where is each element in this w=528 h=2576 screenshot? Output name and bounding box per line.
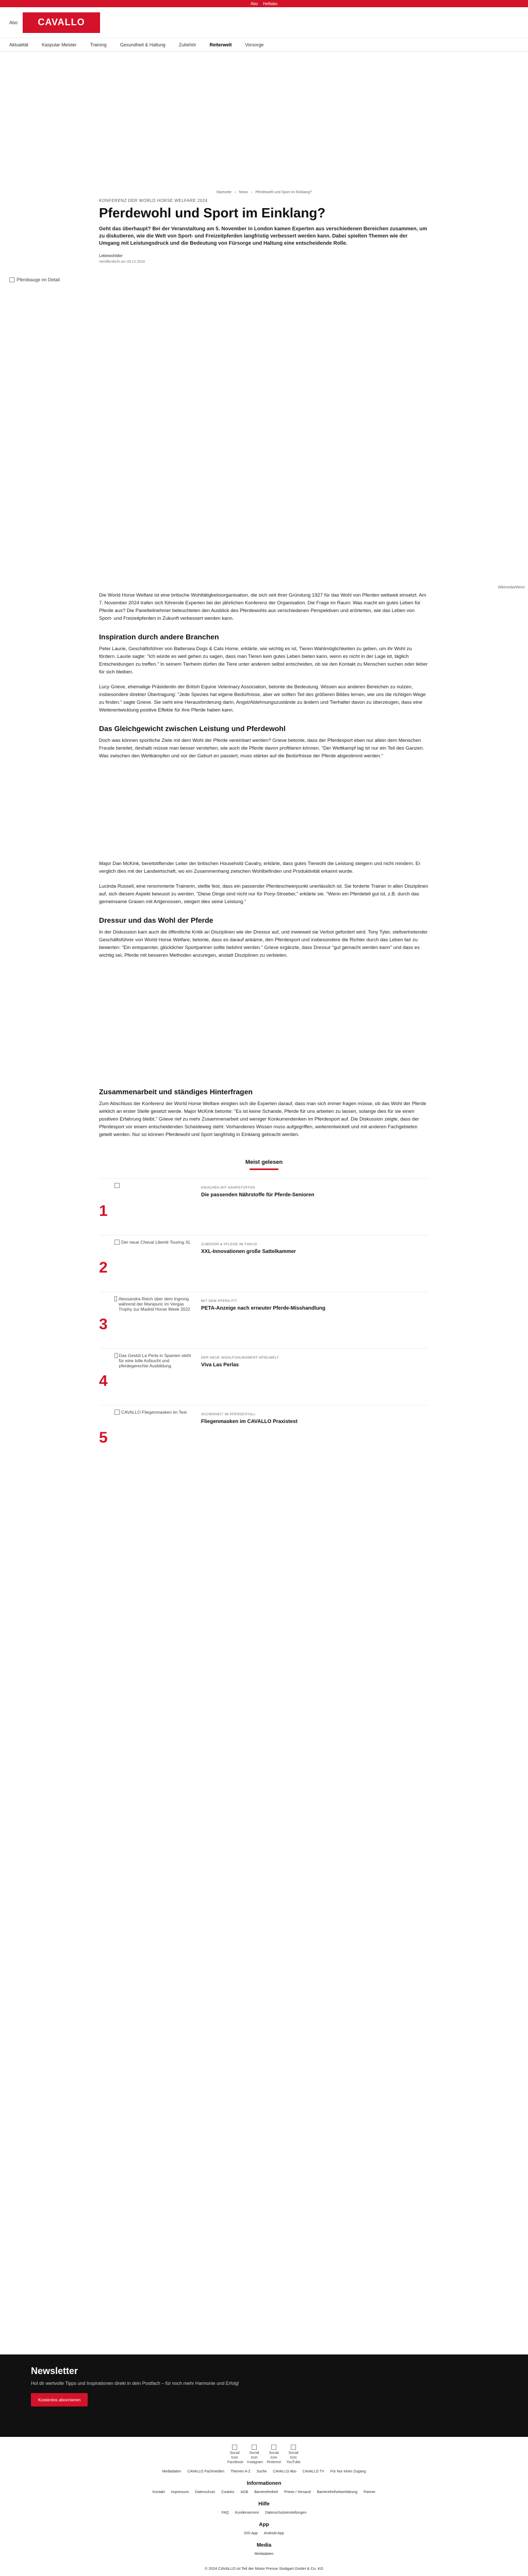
header — [0, 7, 528, 38]
footer-link[interactable]: FAQ — [221, 2511, 229, 2515]
article-date: Veröffentlicht am 09.12.2024 — [99, 260, 145, 264]
hero-image — [0, 277, 528, 591]
footer-link[interactable]: Preise / Versand — [284, 2490, 311, 2494]
newsletter-text: Hol dir wertvolle Tipps und Inspirationen direkt in dein Postfach – für noch mehr Harmonie und Erfolg! — [31, 2381, 239, 2386]
nav-item-kaspular-meister[interactable]: Kaspular Meister — [42, 42, 77, 47]
section-heading: Dressur und das Wohl der Pferde — [99, 916, 213, 924]
broken-image-icon — [114, 1240, 120, 1245]
main-nav — [0, 38, 528, 52]
social-icon-alt: Social Icon YouTube — [286, 2451, 301, 2464]
ad-slot-top — [0, 52, 528, 191]
article-paragraph: Peter Laurie, Geschäftsführer von Battersea Dogs & Cats Home, erklärte, wie wichtig es ist, Tieren Wahlmöglichkeiten zu geben, um ihr Wohl zu fördern. Laurie sagte: "Ich würde es weit gehen zu sagen, dass man Tieren kein gutes Leben bieten kann, wenn es nicht in der Lage ist, täglich Entscheidungen zu treffen." In seinem Tierheim dürfen die Tiere unter anderem selbst entscheiden, ob sie den Kontakt zu Menschen suchen oder lieber für sich bleiben. — [99, 646, 428, 675]
nav-item-training[interactable]: Training — [90, 42, 107, 47]
footer-link[interactable]: Mediadaten — [254, 2552, 274, 2556]
nav-item-reiterwelt[interactable]: Reiterwelt — [209, 42, 232, 47]
footer-link[interactable]: CAVALLO Abo — [273, 2470, 296, 2473]
hero-image-alt-text: Pferdeauge im Detail — [16, 277, 60, 282]
broken-image-icon — [114, 1296, 117, 1301]
article-paragraph: Doch was können sportliche Ziele mit dem Wohl der Pferde vereinbart werden? Grieve betonte, dass der Pferdesport eben nur allein dem Menschen Freude bereitet, deshalb müsse man besser verstehen, wie auch die Pferde davon profitieren können. "Der Wettkampf lag ist nur ein Teil des Ganzen. Was zwischen den Wettkämpfen und vor der Geburt en passiert, muss stärker auf die Bedürfnisse der Pferde abgestimmt werden." — [99, 738, 424, 759]
most-read-item[interactable] — [99, 1178, 429, 1235]
section-heading: Inspiration durch andere Branchen — [99, 633, 219, 641]
social-link[interactable] — [267, 2445, 281, 2465]
footer-hilfe-heading: Hilfe — [258, 2501, 270, 2507]
social-icon-alt: Social Icon Pinterest — [267, 2451, 281, 2464]
breadcrumb-news[interactable]: News — [239, 191, 248, 194]
ad-slot-inline — [99, 967, 429, 1077]
footer-links-app — [31, 2532, 497, 2535]
page-title: Pferdewohl und Sport im Einklang? — [99, 205, 326, 221]
most-read-title[interactable]: Fliegenmasken im CAVALLO Praxistest — [201, 1419, 298, 1425]
most-read-rank: 4 — [99, 1372, 108, 1389]
thumbnail-alt-text: CAVALLO Fliegenmasken im Test — [121, 1410, 187, 1415]
footer-link[interactable]: Mediadaten — [162, 2470, 182, 2473]
breadcrumb-home[interactable]: Startseite — [216, 191, 232, 194]
most-read-thumbnail[interactable] — [114, 1353, 197, 1399]
broken-image-icon — [114, 1410, 120, 1415]
nav-item-vorsorge[interactable]: Vorsorge — [245, 42, 264, 47]
broken-image-icon — [114, 1183, 120, 1188]
most-read-item[interactable] — [99, 1235, 429, 1292]
abo-link[interactable]: Abo — [9, 20, 18, 25]
footer-link[interactable]: iOS-App — [244, 2532, 258, 2535]
most-read-list — [99, 1178, 429, 1462]
most-read-accent-bar — [250, 1168, 278, 1170]
most-read-rank: 1 — [99, 1202, 108, 1219]
most-read-section — [99, 1159, 429, 1462]
most-read-thumbnail[interactable] — [114, 1410, 197, 1456]
article-author[interactable]: Lebewohlder — [99, 253, 123, 258]
social-link[interactable] — [286, 2445, 301, 2465]
article-teaser: Geht das überhaupt? Bei der Veranstaltung am 5. November in London kamen Experten aus verschiedenen Bereichen zusammen, um zu diskutieren, wie die Welt von Sport- und Freizeitpferden langfristig verbessert werden kann. Dabei spielten Themen wie der Umgang mit Leistungsdruck und die Bedeutung von Fürsorge und Haltung eine entscheidende Rolle. — [99, 226, 427, 246]
most-read-category: DER NEUE WOHLFÜHLMOMENT-SPIELWELT — [201, 1356, 279, 1360]
broken-image-icon — [9, 277, 14, 282]
section-heading: Das Gleichgewicht zwischen Leistung und Pferdewohl — [99, 724, 286, 733]
most-read-category: ZUBEHÖR & PFLEGE IM FOKUS — [201, 1243, 257, 1246]
footer-link[interactable]: Impressum — [171, 2490, 189, 2494]
site-logo[interactable]: CAVALLO — [23, 12, 100, 33]
footer-link[interactable]: CAVALLO TV — [302, 2470, 324, 2473]
most-read-heading: Meist gelesen — [245, 1159, 283, 1165]
footer-info-heading: Informationen — [246, 2481, 282, 2486]
footer-link[interactable]: Android-App — [263, 2532, 284, 2535]
breadcrumb-current: Pferdewohl und Sport im Einklang? — [255, 191, 312, 194]
most-read-item[interactable] — [99, 1292, 429, 1348]
most-read-title[interactable]: PETA-Anzeige nach erneuter Pferde-Misshandlung — [201, 1306, 325, 1311]
footer-link[interactable]: Partner — [364, 2490, 376, 2494]
footer-links-primary — [31, 2470, 497, 2473]
newsletter-block — [0, 2354, 528, 2437]
copyright: © 2024 CAVALLO ist Teil der Motor Presse Stuttgart GmbH & Co. KG — [204, 2566, 324, 2571]
most-read-item[interactable] — [99, 1348, 429, 1405]
most-read-category: SICHERHEIT IM PFERDESTALL — [201, 1413, 256, 1416]
footer-link[interactable]: Kundenservice — [235, 2511, 259, 2515]
hero-image-alt — [9, 277, 60, 282]
social-link[interactable] — [247, 2445, 261, 2465]
article — [99, 191, 429, 264]
social-icon-alt: Social Icon Instagram — [247, 2451, 263, 2464]
hero-image-credit: Wikimedia/Wenn — [498, 586, 525, 589]
social-links — [0, 2445, 528, 2465]
social-icon — [252, 2445, 257, 2450]
most-read-title[interactable]: Viva Las Perlas — [201, 1362, 239, 1368]
footer-link[interactable]: Barrierefreiheit — [254, 2490, 278, 2494]
most-read-thumbnail[interactable] — [114, 1296, 197, 1343]
footer-link[interactable]: AGB — [240, 2490, 249, 2494]
article-paragraph: Lucinda Russell, eine renommierte Trainerin, stellte fest, dass ein passender Pferdeschwerpunkt unerlässlich ist. Sie forderte Trainer in allen Disziplinen auf, sich diesem Aspekt bewusst zu werden. "Diese Dinge sind nicht nur für Pony-Stroeber," erklärte sie. "Wenn ein Pferdeteil gut ist, z.B. durch das gemeinsame Grasen mit Artgenossen, steigert dies seine Leistung." — [99, 884, 428, 905]
footer-link[interactable]: CAVALLO Fachmedien — [187, 2470, 225, 2473]
most-read-thumbnail[interactable] — [114, 1183, 197, 1229]
most-read-title[interactable]: XXL-Innovationen große Sattelkammer — [201, 1249, 296, 1255]
most-read-text — [201, 1353, 429, 1368]
footer-media-heading: Media — [256, 2543, 272, 2548]
social-icon-alt: Social Icon Facebook — [227, 2451, 243, 2464]
thumbnail-alt-text: Das Gestüt La Perla in Spanien steht für eine tolle Aufsucht und pferdegerechte Ausbildung. — [119, 1353, 191, 1368]
social-icon — [232, 2445, 237, 2450]
article-kicker: KONFERENZ DER WORLD HORSE WELFARE 2024 — [99, 198, 208, 203]
top-bar-heftabo-link[interactable]: Heftabo — [263, 1, 278, 6]
footer-link[interactable]: Suche — [256, 2470, 267, 2473]
social-icon — [291, 2445, 296, 2450]
footer-app-heading: App — [259, 2522, 269, 2528]
most-read-rank: 3 — [99, 1316, 108, 1333]
footer-link[interactable]: Cookies — [221, 2490, 235, 2494]
nav-item-zubehoer[interactable]: Zubehör — [178, 42, 196, 47]
footer — [0, 2445, 528, 2576]
newsletter-subscribe-button[interactable]: Kostenlos abonnieren — [31, 2393, 88, 2406]
footer-link[interactable]: Barrierefreiheitserklärung — [317, 2490, 358, 2494]
article-paragraph: In der Diskussion kam auch die öffentliche Kritik an Disziplinen wie der Dressur auf, und inwieweit sie Verbot gefordert wird. Tony Tyler, stellvertretender Geschäftsführer von World Horse Welfare, betonte, dass es darauf ankäme, den Pferdesport und insbesondere die Richter durch das Leben fair zu bewerten: "Ein entspannter, glücklicher Sportpartner sollte belohnt werden." Grieve ergänzte, dass Dressur "gut gemacht werden kann" und dass es wichtig sei, Pferde mit besseren Methoden anzuregen, anstatt Disziplinen zu verbieten. — [99, 929, 428, 958]
footer-links-hilfe — [31, 2511, 497, 2515]
broken-image-icon — [114, 1353, 118, 1358]
footer-link[interactable]: Datenschutzeinstellungen — [265, 2511, 307, 2515]
most-read-text — [201, 1240, 429, 1255]
social-link[interactable] — [227, 2445, 242, 2465]
social-icon — [271, 2445, 276, 2450]
article-paragraph: Major Dan McKink, bereitstiftender Leiter der britischen Household Cavalry, erklärte, dass gutes Tierwohl die Leistung steigern und nicht mindern. Er verglich dies mit der Landwirtschaft, wo ein Zusammenhang zwischen Wohlbefinden und Produktivität erkannt wurde. — [99, 861, 421, 874]
section-heading: Zusammenarbeit und ständiges Hinterfragen — [99, 1088, 253, 1096]
thumbnail-alt-text: Der neue Cheval Liberté Touring XL — [121, 1240, 191, 1245]
most-read-category: KNOCHEN MIT NÄHRSTOFFEN — [201, 1186, 256, 1190]
footer-link[interactable]: Kontakt — [152, 2490, 165, 2494]
most-read-text — [201, 1183, 429, 1198]
top-bar — [0, 0, 528, 7]
thumbnail-alt-text: Alessandra Reich über dem Ingrong während der Manipuric im Vergas Trophy zur Madrid Horse Week 2022 — [119, 1296, 190, 1312]
article-paragraph: Zum Abschluss der Konferenz der World Horse Welfare einigten sich die Experten darauf, dass man sich immer fragen müsse, ob das Wohl der Pferde wirklich an erster Stelle gesetzt werde. Major McKink betonte: "Es ist keine Schande, Pferde für uns arbeiten zu lassen, solange dies für sie einen positiven Erfahrung bleibt." Grieve rief zu mehr Zusammenarbeit und weniger Konkurrendenken im Pferdesport auf. Die Diskussion zeigte, dass der Pferdesport vor einem entscheidenden Scheideweg steht: Vorhandenes Wissen muss aufgegriffen, weiterentwickelt und mit anderen Fachgebieten geteilt werden. Nur so können Pferdewohl und Sport langfristig in Einklang gebracht werden. — [99, 1101, 426, 1138]
breadcrumb — [99, 191, 429, 194]
article-body — [99, 591, 429, 1139]
footer-links-media — [31, 2552, 497, 2556]
footer-links-info — [31, 2490, 497, 2494]
breadcrumb-separator: › — [251, 191, 253, 194]
breadcrumb-separator: › — [235, 191, 236, 194]
article-paragraph: Die World Horse Welfare ist eine britische Wohltätigkeitsorganisation, die sich seit ihrer Gründung 1927 für das Wohl von Pferden weltweit einsetzt. Am 7. November 2024 trafen sich führende Experten bei der jährlichen Konferenz der Organisation. Die Frage im Raum: Was macht ein gutes Leben für Pferde aus? Die Panelteilnehmer beleuchteten den Ausblick des Pferdewohls aus verschiedenen Perspektiven und erörterten, wie das Leben von Sport- und Freizeitpferden in Zukunft verbessert werden kann. — [99, 592, 426, 621]
footer-link[interactable]: Für Nur einen Zugang — [330, 2470, 366, 2473]
most-read-title[interactable]: Die passenden Nährstoffe für Pferde-Senioren — [201, 1192, 315, 1198]
nav-item-aktualitaet[interactable]: Aktualität — [9, 42, 29, 47]
ad-slot-inline — [99, 767, 429, 860]
newsletter-title: Newsletter — [31, 2366, 78, 2376]
footer-link[interactable]: Datenschutz — [195, 2490, 216, 2494]
most-read-text — [201, 1296, 429, 1312]
most-read-text — [201, 1410, 429, 1425]
most-read-item[interactable] — [99, 1405, 429, 1462]
most-read-thumbnail[interactable] — [114, 1240, 197, 1286]
article-paragraph: Lucy Grieve, ehemalige Präsidentin der British Equine Veterinary Association, betonte die Bedeutung. Wissen aus anderen Bereichen zu nutzen, insbesondere direkter Übertragung: "Jede Spezies hat eigene Bedürfnisse, aber wir sollten Teil des größeren Bildes lernen, wie uns die richtigen Wege zu finden." sagte Grieve. Sie sieht eine Herausforderung darin, Angst/Ablehnungszustände zu ändern und Tierhalter davon zu überzeugen, dass eine Weiterentwicklung positive Effekte für ihre Pferde haben kann. — [99, 684, 426, 713]
most-read-rank: 2 — [99, 1259, 108, 1276]
most-read-category: MIT DEM PFERD FIT — [201, 1299, 237, 1303]
footer-link[interactable]: Themen A-Z — [230, 2470, 251, 2473]
nav-item-gesundheit[interactable]: Gesundheit & Haltung — [120, 42, 166, 47]
most-read-rank: 5 — [99, 1429, 108, 1446]
top-bar-abo-link[interactable]: Abo — [250, 1, 258, 6]
